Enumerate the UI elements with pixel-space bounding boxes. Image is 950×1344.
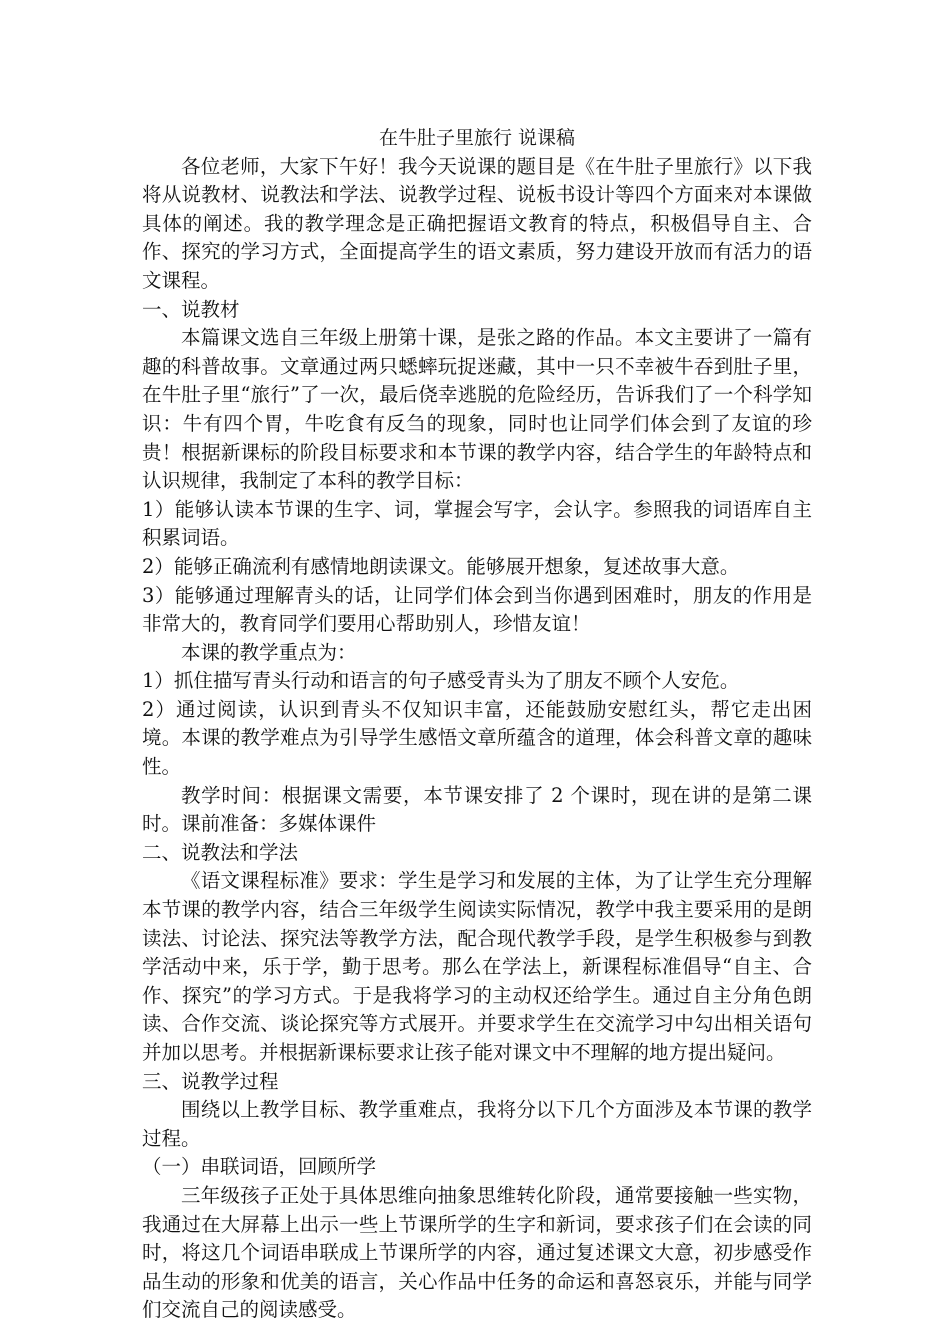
goal-item-3: 3）能够通过理解青头的话，让同学们体会到当你遇到困难时，朋友的作用是非常大的，教育同学们要用心帮助别人，珍惜友谊！ — [142, 583, 812, 636]
paragraph-intro: 各位老师，大家下午好！我今天说课的题目是《在牛肚子里旅行》以下我将从说教材、说教法和学法、说教学过程、说板书设计等四个方面来对本课做具体的阐述。我的教学理念是正确把握语文教育的特点，积极倡导自主、合作、探究的学习方式，全面提高学生的语文素质，努力建设开放而有活力的语文课程。 — [142, 154, 812, 292]
section-heading-methods: 二、说教法和学法 — [142, 840, 299, 864]
document-body — [142, 124, 812, 1325]
document-title: 在牛肚子里旅行 说课稿 — [378, 127, 576, 149]
section-heading-textbook: 一、说教材 — [142, 297, 240, 321]
paragraph-process-intro: 围绕以上教学目标、教学重难点，我将分以下几个方面涉及本节课的教学过程。 — [142, 1098, 812, 1150]
key-point-item-1: 1）抓住描写青头行动和语言的句子感受青头为了朋友不顾个人安危。 — [142, 669, 740, 693]
paragraph-key-points-intro: 本课的教学重点为： — [181, 640, 357, 664]
key-point-item-2: 2）通过阅读，认识到青头不仅知识丰富，还能鼓励安慰红头，帮它走出困境。本课的教学难点为引导学生感悟文章所蕴含的道理，体会科普文章的趣味性。 — [142, 697, 812, 779]
paragraph-subsection-1: 三年级孩子正处于具体思维向抽象思维转化阶段，通常要接触一些实物，我通过在大屏幕上出示一些上节课所学的生字和新词，要求孩子们在会读的同时，将这几个词语串联成上节课所学的内容，通过复述课文大意，初步感受作品生动的形象和优美的语言，关心作品中任务的命运和喜怒哀乐，并能与同学们交流自己的阅读感受。 — [142, 1183, 812, 1322]
goal-item-1: 1）能够认读本节课的生字、词，掌握会写字，会认字。参照我的词语库自主积累词语。 — [142, 497, 812, 550]
paragraph-textbook: 本篇课文选自三年级上册第十课，是张之路的作品。本文主要讲了一篇有趣的科普故事。文章通过两只蟋蟀玩捉迷藏，其中一只不幸被牛吞到肚子里，在牛肚子里“旅行”了一次，最后侥幸逃脱的危险经历，告诉我们了一个科学知识：牛有四个胃，牛吃食有反刍的现象，同时也让同学们体会到了友谊的珍贵！根据新课标的阶段目标要求和本节课的教学内容，结合学生的年龄特点和认识规律，我制定了本科的教学目标： — [142, 326, 812, 493]
section-heading-process: 三、说教学过程 — [142, 1069, 279, 1093]
paragraph-methods: 《语文课程标准》要求：学生是学习和发展的主体，为了让学生充分理解本节课的教学内容，结合三年级学生阅读实际情况，教学中我主要采用的是朗读法、讨论法、探究法等教学方法，配合现代教学手段，是学生积极参与到教学活动中来，乐于学，勤于思考。那么在学法上，新课程标准倡导“自主、合作、探究”的学习方式。于是我将学习的主动权还给学生。通过自主分角色朗读、合作交流、谈论探究等方式展开。并要求学生在交流学习中勾出相关语句并加以思考。并根据新课标要求让孩子能对课文中不理解的地方提出疑问。 — [142, 869, 812, 1064]
goal-item-2: 2）能够正确流利有感情地朗读课文。能够展开想象，复述故事大意。 — [142, 554, 740, 578]
paragraph-teaching-time: 教学时间：根据课文需要，本节课安排了 2 个课时，现在讲的是第二课时。课前准备：多媒体课件 — [142, 783, 812, 836]
subsection-heading-1: （一）串联词语，回顾所学 — [142, 1155, 377, 1179]
